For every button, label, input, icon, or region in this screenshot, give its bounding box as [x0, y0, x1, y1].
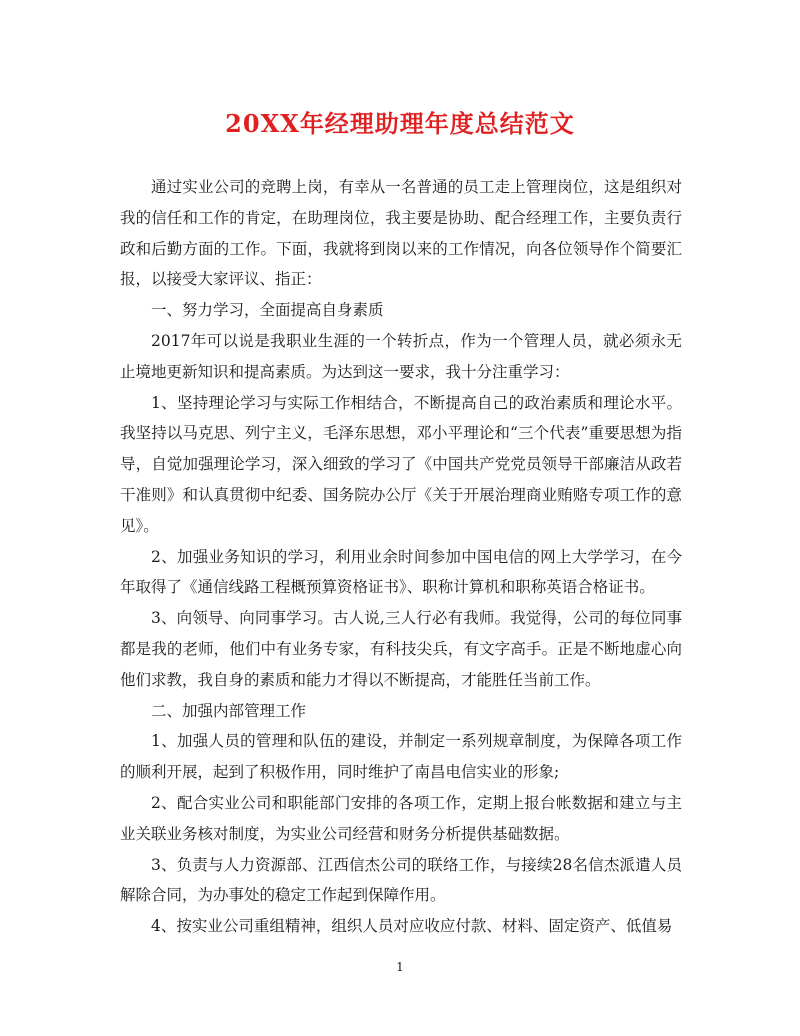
document-title: 20XX年经理助理年度总结范文 — [225, 109, 575, 138]
paragraph: 2、配合实业公司和职能部门安排的各项工作，定期上报台帐数据和建立与主业关联业务核对制度，为实业公司经营和财务分析提供基础数据。 — [120, 793, 682, 843]
paragraph: 3、向领导、向同事学习。古人说,三人行必有我师。我觉得，公司的每位同事都是我的老师，他们中有业务专家，有科技尖兵，有文字高手。正是不断地虚心向他们求教，我自身的素质和能力才得以不断提高，才能胜任当前工作。 — [120, 609, 682, 689]
paragraph: 2、加强业务知识的学习，利用业余时间参加中国电信的网上大学学习，在今年取得了《通信线路工程概预算资格证书》、职称计算机和职称英语合格证书。 — [120, 547, 682, 597]
section-heading-2: 二、加强内部管理工作 — [151, 701, 307, 720]
paragraph: 2017年可以说是我职业生涯的一个转折点，作为一个管理人员，就必须永无止境地更新知识和提高素质。为达到这一要求，我十分注重学习： — [120, 331, 682, 381]
paragraph: 3、负责与人力资源部、江西信杰公司的联络工作，与接续28名信杰派遣人员解除合同，为办事处的稳定工作起到保障作用。 — [120, 855, 682, 905]
paragraph-intro: 通过实业公司的竞聘上岗，有幸从一名普通的员工走上管理岗位，这是组织对我的信任和工作的肯定，在助理岗位，我主要是协助、配合经理工作，主要负责行政和后勤方面的工作。下面，我就将到岗以来的工作情况，向各位领导作个简要汇报，以接受大家评议、指正： — [120, 178, 682, 289]
section-heading-1: 一、努力学习，全面提高自身素质 — [151, 301, 384, 320]
paragraph: 1、加强人员的管理和队伍的建设，并制定一系列规章制度，为保障各项工作的顺利开展，起到了积极作用，同时维护了南昌电信实业的形象; — [120, 732, 682, 782]
paragraph: 1、坚持理论学习与实际工作相结合，不断提高自己的政治素质和理论水平。我坚持以马克思、列宁主义，毛泽东思想，邓小平理论和“三个代表”重要思想为指导，自觉加强理论学习，深入细致的学习了《中国共产党党员领导干部廉洁从政若干准则》和认真贯彻中纪委、国务院办公厅《关于开展治理商业贿赂专项工作的意见》。 — [120, 393, 682, 535]
document-body — [120, 172, 682, 942]
paragraph: 4、按实业公司重组精神，组织人员对应收应付款、材料、固定资产、低值易 — [151, 917, 673, 936]
page-number: 1 — [396, 960, 404, 974]
